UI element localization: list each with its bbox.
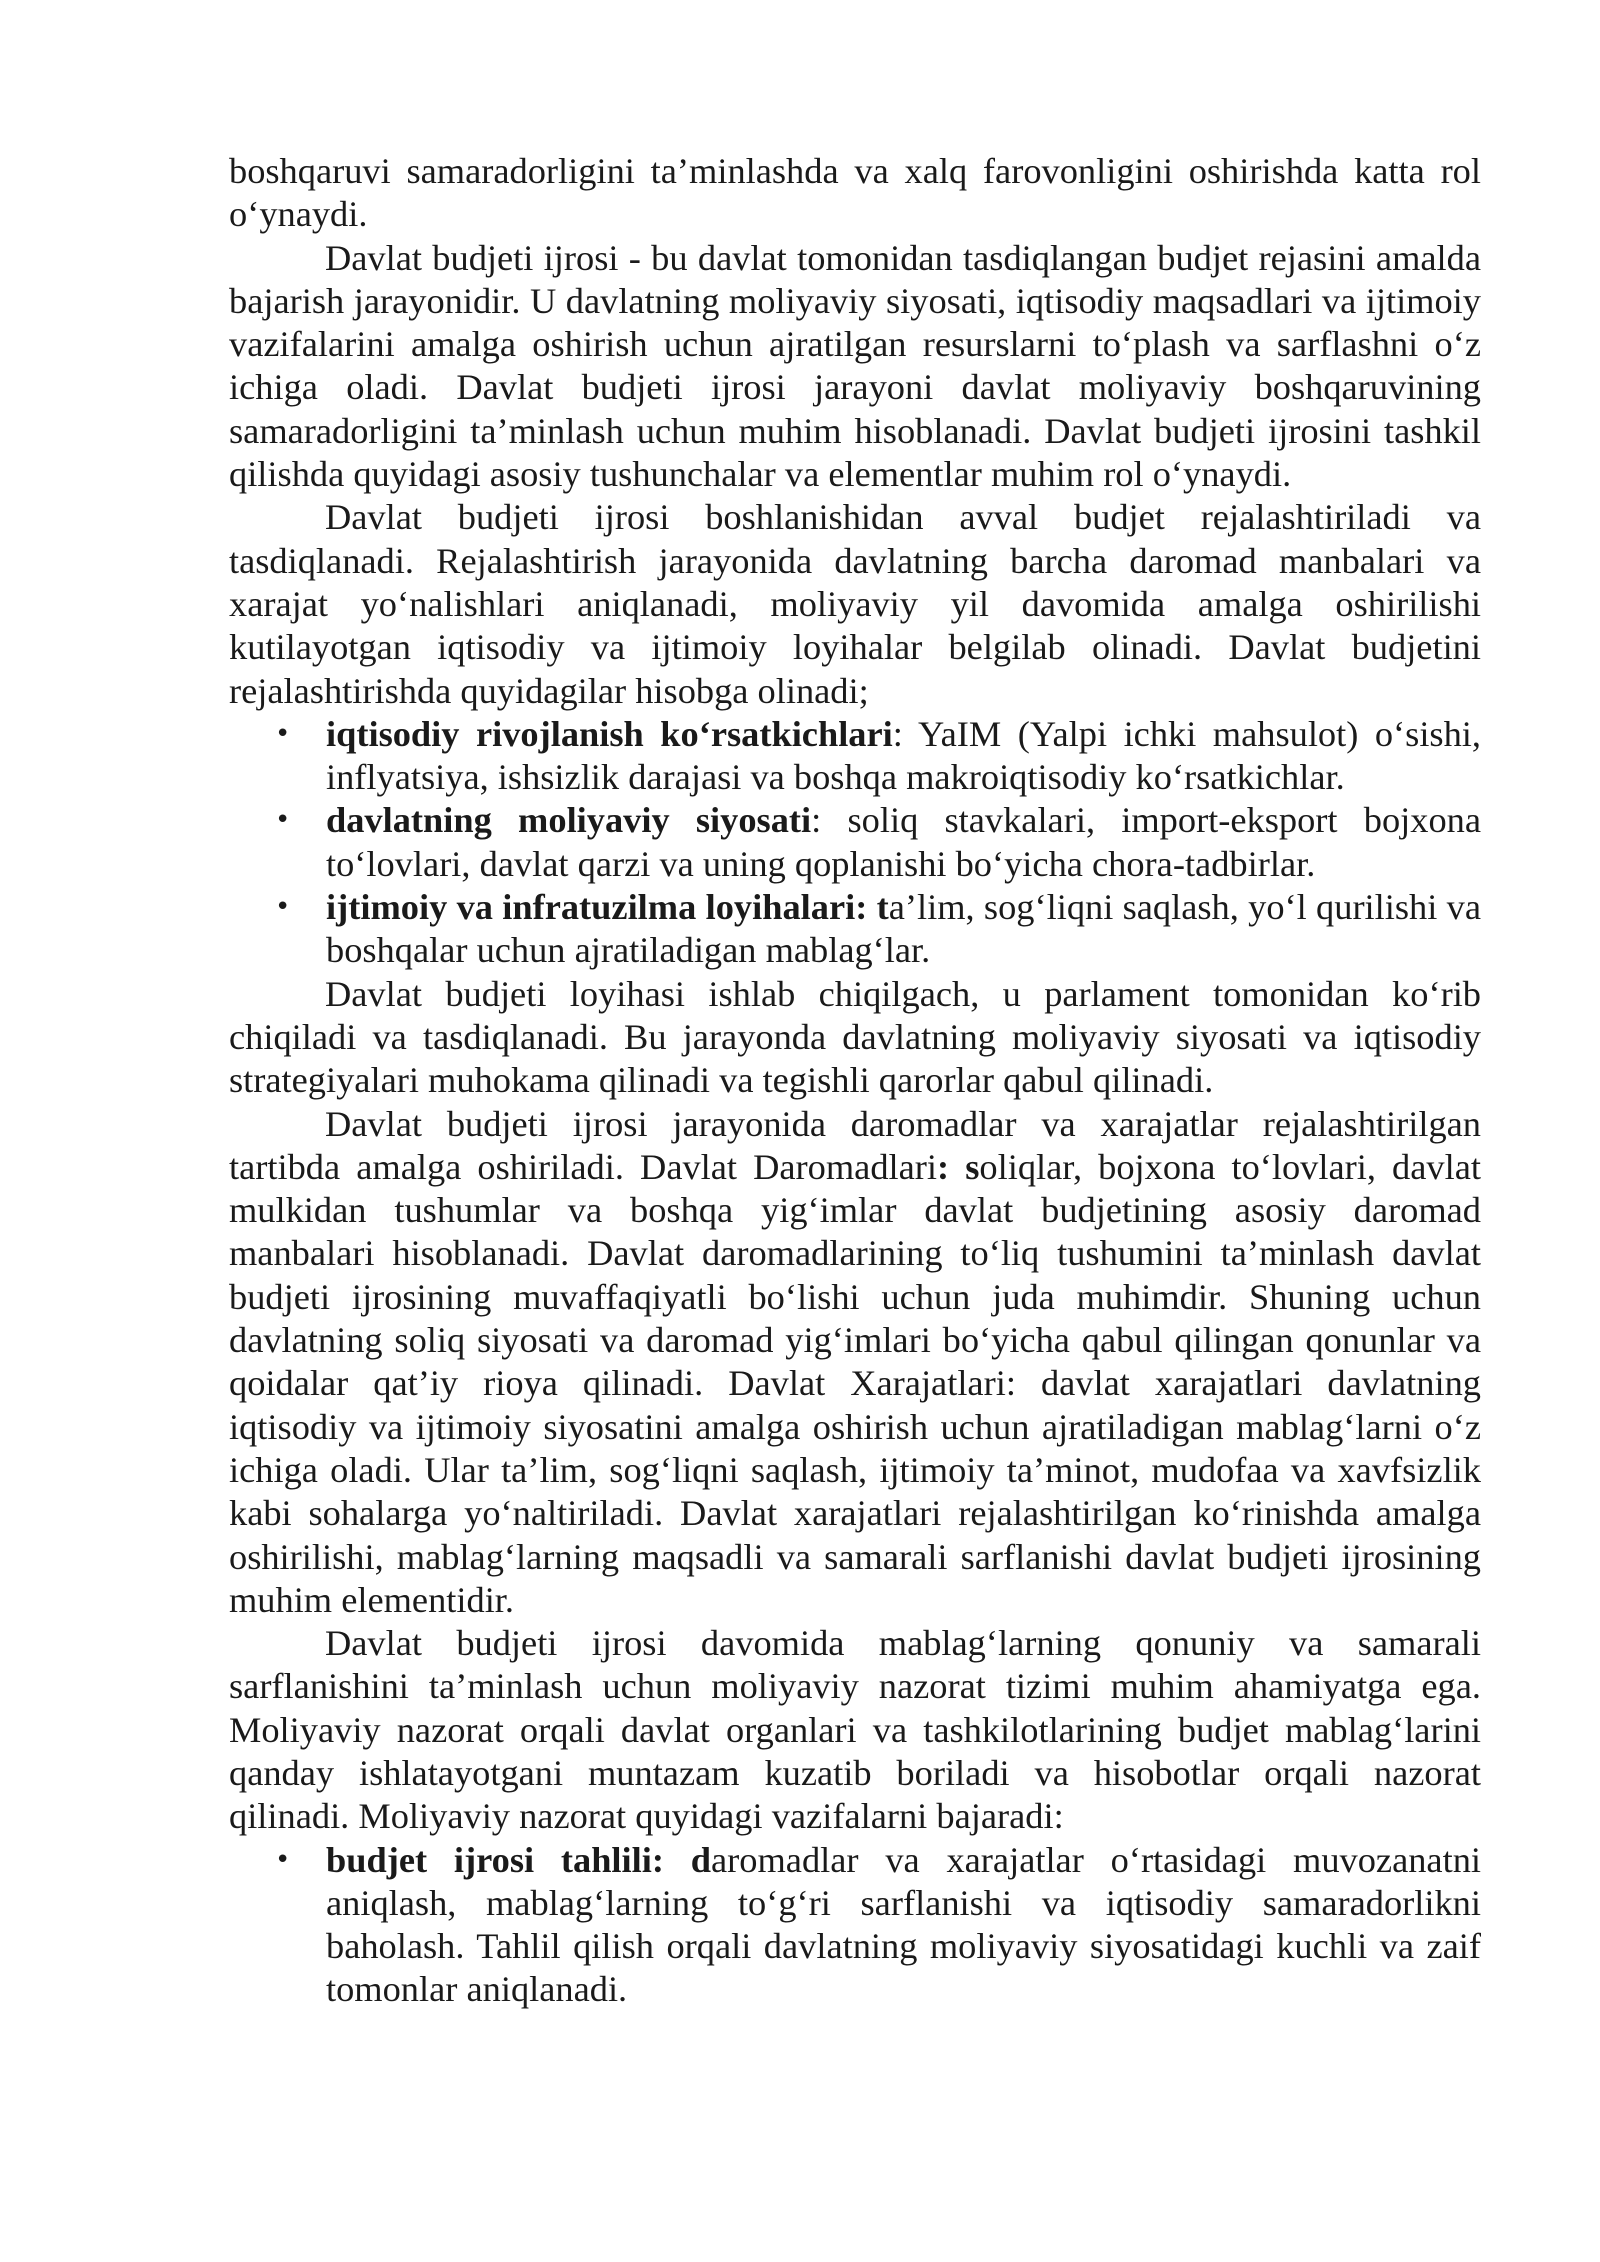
control-tasks-list: [229, 1839, 1481, 2012]
bullet-icon: •: [275, 1844, 291, 1875]
document-page: [229, 150, 1481, 2012]
list-item: [275, 1839, 1481, 2012]
paragraph-text: Davlat budjeti ijrosi jarayonida daromadlar va xarajatlar rejalashtirilgan tartibda amalga oshiriladi. Davlat Daromadlari: [229, 1103, 1481, 1187]
list-item-term: davlatning moliyaviy siyosati: [326, 800, 812, 841]
list-item-text: aromadlar va xarajatlar o‘rtasidagi muvozanatni aniqlash, mablag‘larning to‘g‘ri sarflanishi va iqtisodiy samaradorlikni baholash. Tahlil qilish orqali davlatning moliyaviy siyosatidagi kuchli va zaif tomonlar aniqlanadi.: [326, 1839, 1481, 2010]
bullet-icon: •: [275, 718, 291, 749]
paragraph-bold-fragment: : s: [937, 1146, 980, 1187]
bullet-icon: •: [275, 805, 291, 836]
list-item-term: budjet ijrosi tahlili: d: [326, 1839, 712, 1880]
list-item-text: a’lim, sog‘liqni saqlash, yo‘l qurilishi va boshqalar uchun ajratiladigan mablag‘lar.: [326, 887, 1481, 971]
paragraph-budget-execution-definition: Davlat budjeti ijrosi - bu davlat tomonidan tasdiqlangan budjet rejasini amalda bajarish jarayonidir. U davlatning moliyaviy siyosati, iqtisodiy maqsadlari va ijtimoiy vazifalarini amalga oshirish uchun ajratilgan resurslarni to‘plash va sarflashni o‘z ichiga oladi. Davlat budjeti ijrosi jarayoni davlat moliyaviy boshqaruvining samaradorligini ta’minlash uchun muhim hisoblanadi. Davlat budjeti ijrosini tashkil qilishda quyidagi asosiy tushunchalar va elementlar muhim rol o‘ynaydi.: [229, 237, 1481, 495]
paragraph-parliament-approval: Davlat budjeti loyihasi ishlab chiqilgach, u parlament tomonidan ko‘rib chiqiladi va tasdiqlanadi. Bu jarayonda davlatning moliyaviy siyosati va iqtisodiy strategiyalari muhokama qilinadi va tegishli qarorlar qabul qilinadi.: [229, 973, 1481, 1101]
planning-factors-list: [229, 713, 1481, 973]
list-item-term: ijtimoiy va infratuzilma loyihalari: t: [326, 887, 889, 928]
list-item-text: : YaIM (Yalpi ichki mahsulot) o‘sishi, inflyatsiya, ishsizlik darajasi va boshqa makroiqtisodiy ko‘rsatkichlar.: [326, 713, 1481, 798]
paragraph-continuation: boshqaruvi samaradorligini ta’minlashda va xalq farovonligini oshirishda katta rol o‘ynaydi.: [229, 151, 1481, 235]
paragraph-text: oliqlar, bojxona to‘lovlari, davlat mulkidan tushumlar va boshqa yig‘imlar davlat budjetining asosiy daromad manbalari hisoblanadi. Davlat daromadlarining to‘liq tushumini ta’minlash davlat budjeti ijrosining muvaffaqiyatli bo‘lishi uchun juda muhimdir. Shuning uchun davlatning soliq siyosati va daromad yig‘imlari bo‘yicha qabul qilingan qonunlar va qoidalar qat’iy rioya qilinadi. Davlat Xarajatlari: davlat xarajatlari davlatning iqtisodiy va ijtimoiy siyosatini amalga oshirish uchun ajratiladigan mablag‘larni o‘z ichiga oladi. Ular ta’lim, sog‘liqni saqlash, ijtimoiy ta’minot, mudofaa va xavfsizlik kabi sohalarga yo‘naltiriladi. Davlat xarajatlari rejalashtirilgan ko‘rinishda amalga oshirilishi, mablag‘larning maqsadli va samarali sarflanishi davlat budjeti ijrosining muhim elementidir.: [229, 1146, 1481, 1620]
list-item-text: : soliq stavkalari, import-eksport bojxona to‘lovlari, davlat qarzi va uning qoplanishi bo‘yicha chora-tadbirlar.: [326, 800, 1481, 884]
bullet-icon: •: [275, 892, 291, 923]
list-item: [275, 886, 1481, 973]
paragraph-revenues-expenditures: [229, 1103, 1481, 1623]
paragraph-budget-planning: Davlat budjeti ijrosi boshlanishidan avval budjet rejalashtiriladi va tasdiqlanadi. Rejalashtirish jarayonida davlatning barcha daromad manbalari va xarajat yo‘nalishlari aniqlanadi, moliyaviy yil davomida amalga oshirilishi kutilayotgan iqtisodiy va ijtimoiy loyihalar belgilab olinadi. Davlat budjetini rejalashtirishda quyidagilar hisobga olinadi;: [229, 497, 1481, 711]
list-item: [275, 799, 1481, 886]
list-item: [275, 713, 1481, 800]
list-item-term: iqtisodiy rivojlanish ko‘rsatkichlari: [326, 713, 893, 754]
paragraph-financial-control: Davlat budjeti ijrosi davomida mablag‘larning qonuniy va samarali sarflanishini ta’minlash uchun moliyaviy nazorat tizimi muhim ahamiyatga ega. Moliyaviy nazorat orqali davlat organlari va tashkilotlarining budjet mablag‘larini qanday ishlatayotgani muntazam kuzatib boriladi va hisobotlar orqali nazorat qilinadi. Moliyaviy nazorat quyidagi vazifalarni bajaradi:: [229, 1623, 1481, 1837]
